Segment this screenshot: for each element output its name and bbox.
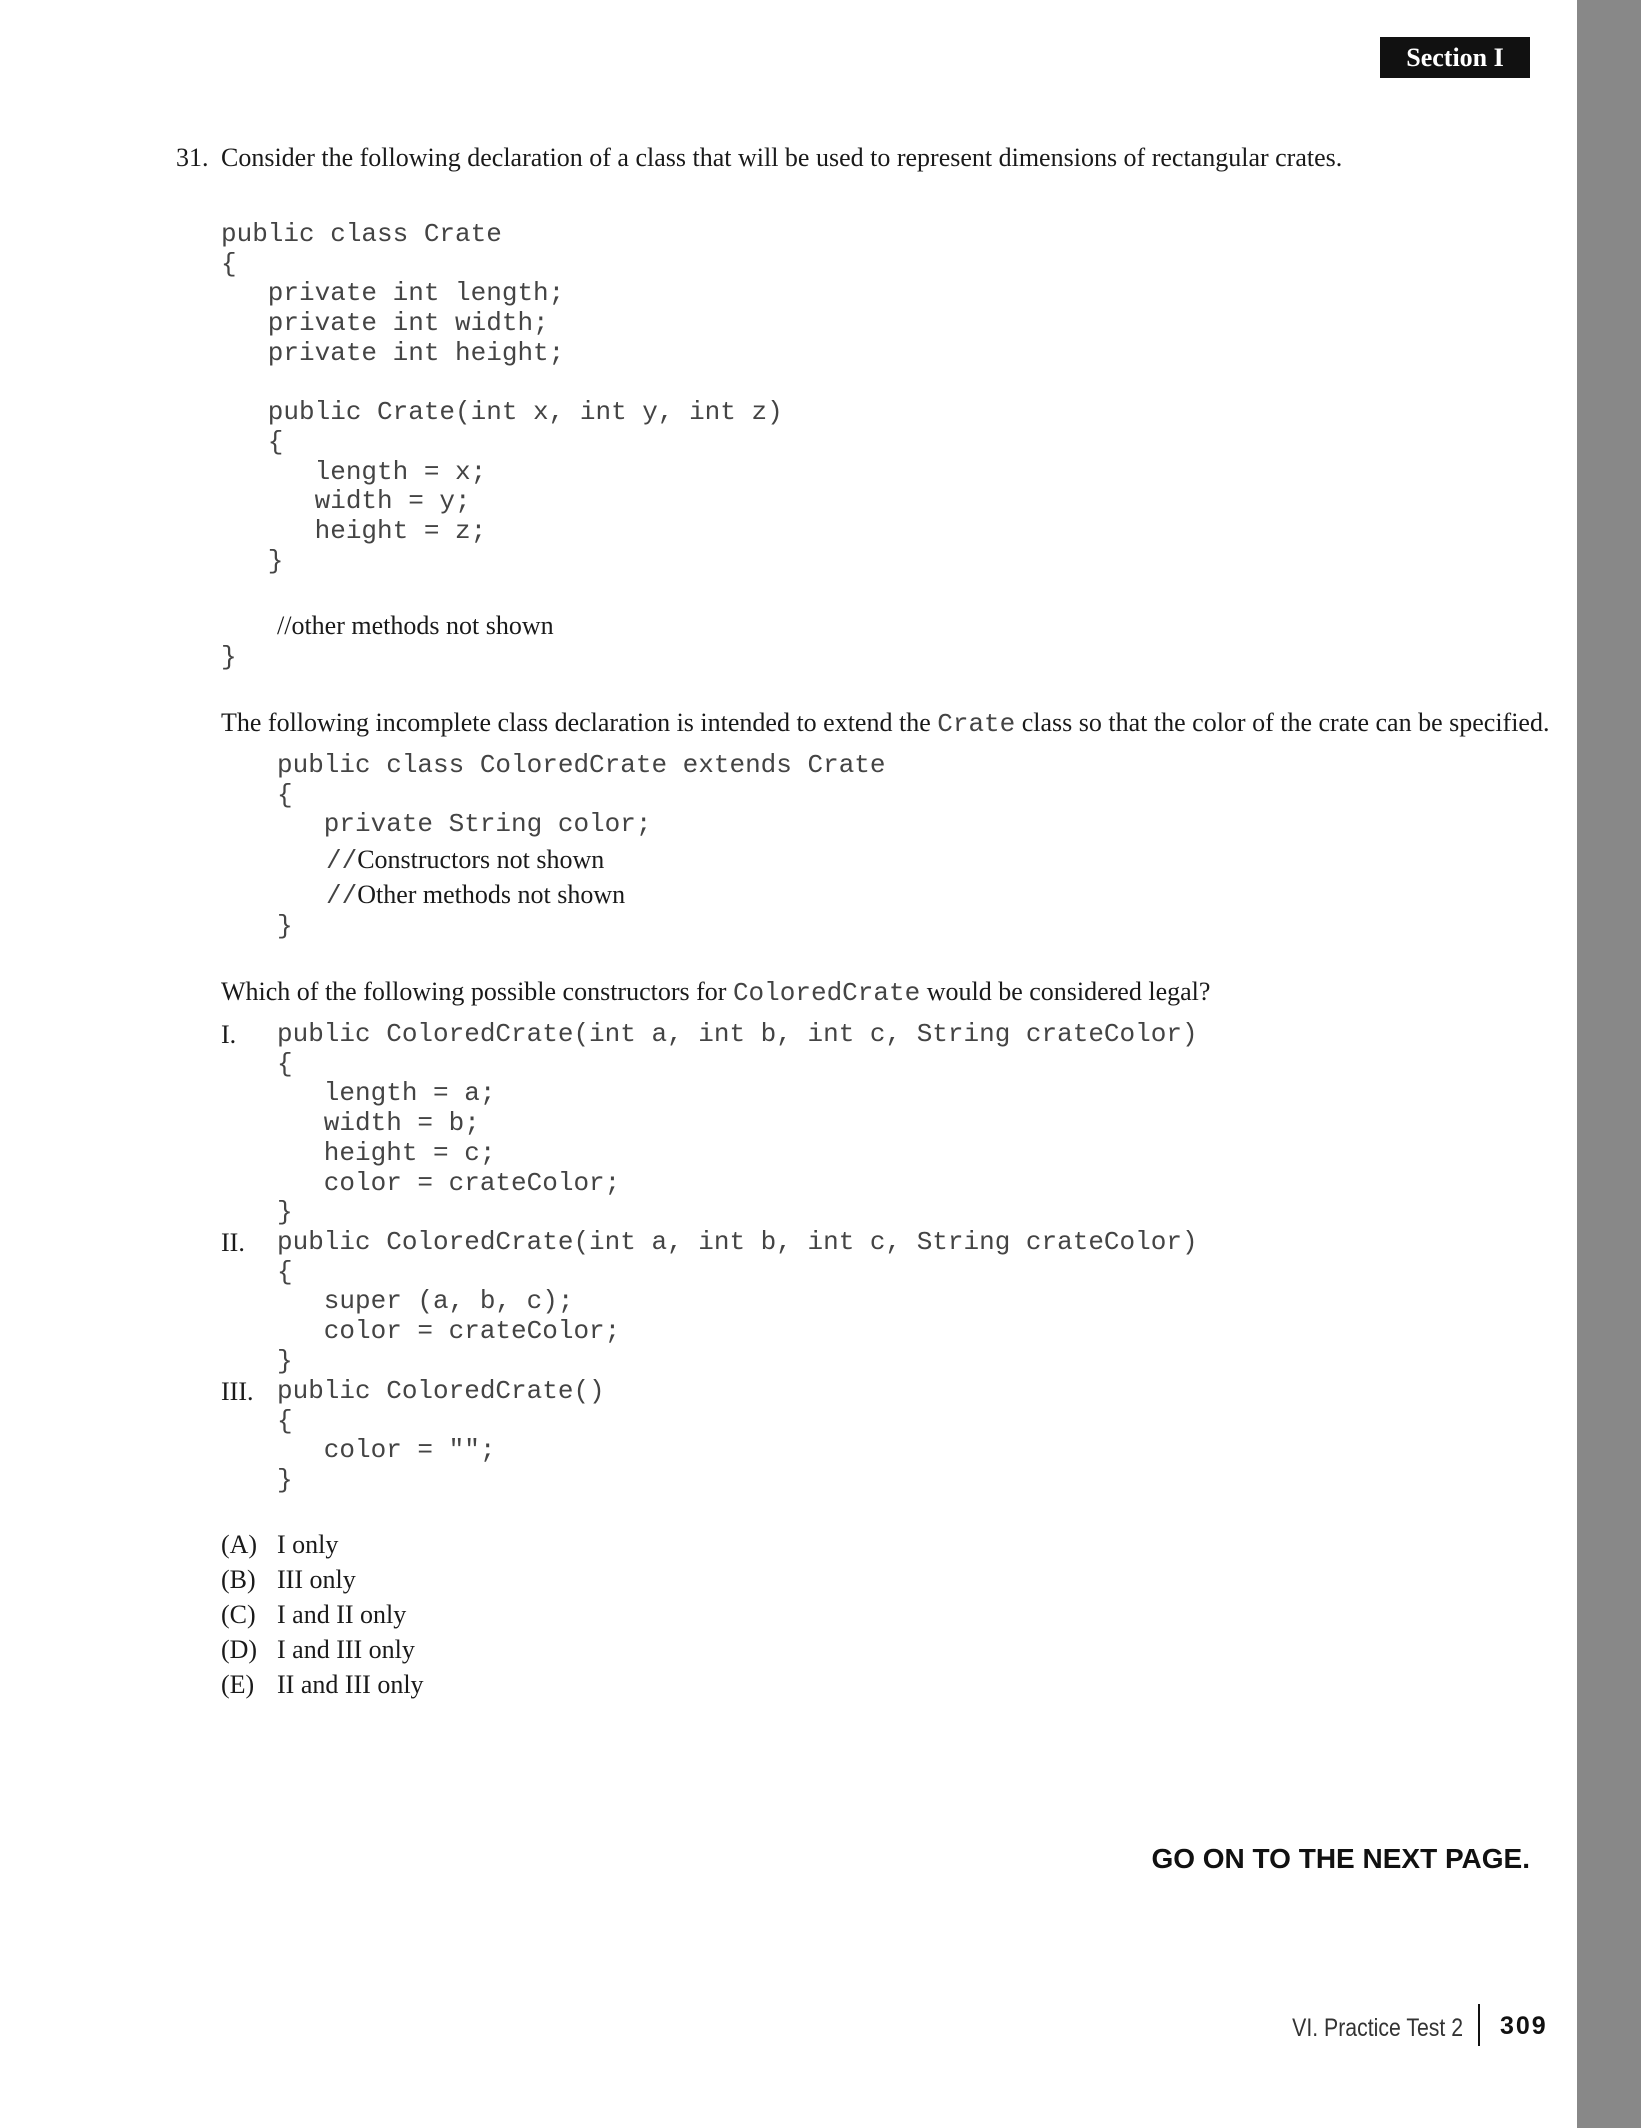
answer-choice[interactable] — [221, 1562, 424, 1597]
continue-notice: GO ON TO THE NEXT PAGE. — [1151, 1843, 1530, 1874]
which-text-code: ColoredCrate — [732, 978, 921, 1008]
option-code: public ColoredCrate(int a, int b, int c, String crateColor) { length = a; width = b; height = c; color = crateColor; } — [277, 1019, 1198, 1228]
crate-class-code: public class Crate { private int length; private int width; private int height; public Crate(int x, int y, int z) { length = x; width = y; height = z; } — [221, 219, 783, 576]
section-label — [1380, 37, 1530, 78]
colored-crate-code: public class ColoredCrate extends Crate { private String color; — [277, 750, 886, 840]
choice-text: I only — [277, 1530, 339, 1559]
extend-description — [221, 706, 1549, 741]
option-code: public ColoredCrate() { color = ""; } — [277, 1376, 605, 1496]
page-edge-tab — [1577, 0, 1641, 2128]
page-number: 309 — [1500, 2012, 1548, 2040]
comment-text: Other methods not shown — [357, 880, 626, 909]
choice-text: II and III only — [277, 1670, 424, 1699]
choice-letter: (B) — [221, 1565, 256, 1594]
footer-divider — [1478, 2004, 1480, 2046]
option-label: II. — [221, 1228, 245, 1257]
choice-letter: (D) — [221, 1635, 258, 1664]
answer-choices — [221, 1527, 424, 1702]
book-section-title: VI. Practice Test 2 — [1292, 2014, 1463, 2042]
comment-slashes: // — [326, 846, 358, 876]
option-label: III. — [221, 1377, 254, 1406]
colored-crate-close-brace: } — [277, 911, 293, 941]
answer-choice[interactable] — [221, 1597, 424, 1632]
answer-choice[interactable] — [221, 1632, 424, 1667]
which-question — [221, 975, 1210, 1010]
question-prompt: Consider the following declaration of a class that will be used to represent dimensions of rectangular crates. — [221, 143, 1343, 172]
colored-methods-comment — [326, 878, 625, 913]
choice-letter: (A) — [221, 1530, 258, 1559]
choice-text: I and II only — [277, 1600, 407, 1629]
answer-choice[interactable] — [221, 1527, 424, 1562]
which-text-before: Which of the following possible constructors for — [221, 977, 733, 1006]
extend-text-before: The following incomplete class declaration is intended to extend the — [221, 708, 938, 737]
colored-constructors-comment — [326, 843, 604, 878]
comment-slashes: // — [326, 881, 358, 911]
question-number: 31. — [176, 143, 209, 172]
answer-choice[interactable] — [221, 1667, 424, 1702]
option-code: public ColoredCrate(int a, int b, int c, String crateColor) { super (a, b, c); color = crateColor; } — [277, 1227, 1198, 1376]
which-text-after: would be considered legal? — [920, 977, 1211, 1006]
crate-close-brace: } — [221, 642, 237, 672]
extend-text-code: Crate — [937, 709, 1016, 739]
crate-methods-comment: //other methods not shown — [277, 611, 554, 640]
extend-text-after: class so that the color of the crate can be specified. — [1015, 708, 1550, 737]
choice-letter: (E) — [221, 1670, 255, 1699]
choice-text: I and III only — [277, 1635, 415, 1664]
option-label: I. — [221, 1020, 237, 1049]
choice-text: III only — [277, 1565, 356, 1594]
comment-text: Constructors not shown — [357, 845, 605, 874]
choice-letter: (C) — [221, 1600, 256, 1629]
section-label-text: Section I — [1406, 42, 1504, 72]
